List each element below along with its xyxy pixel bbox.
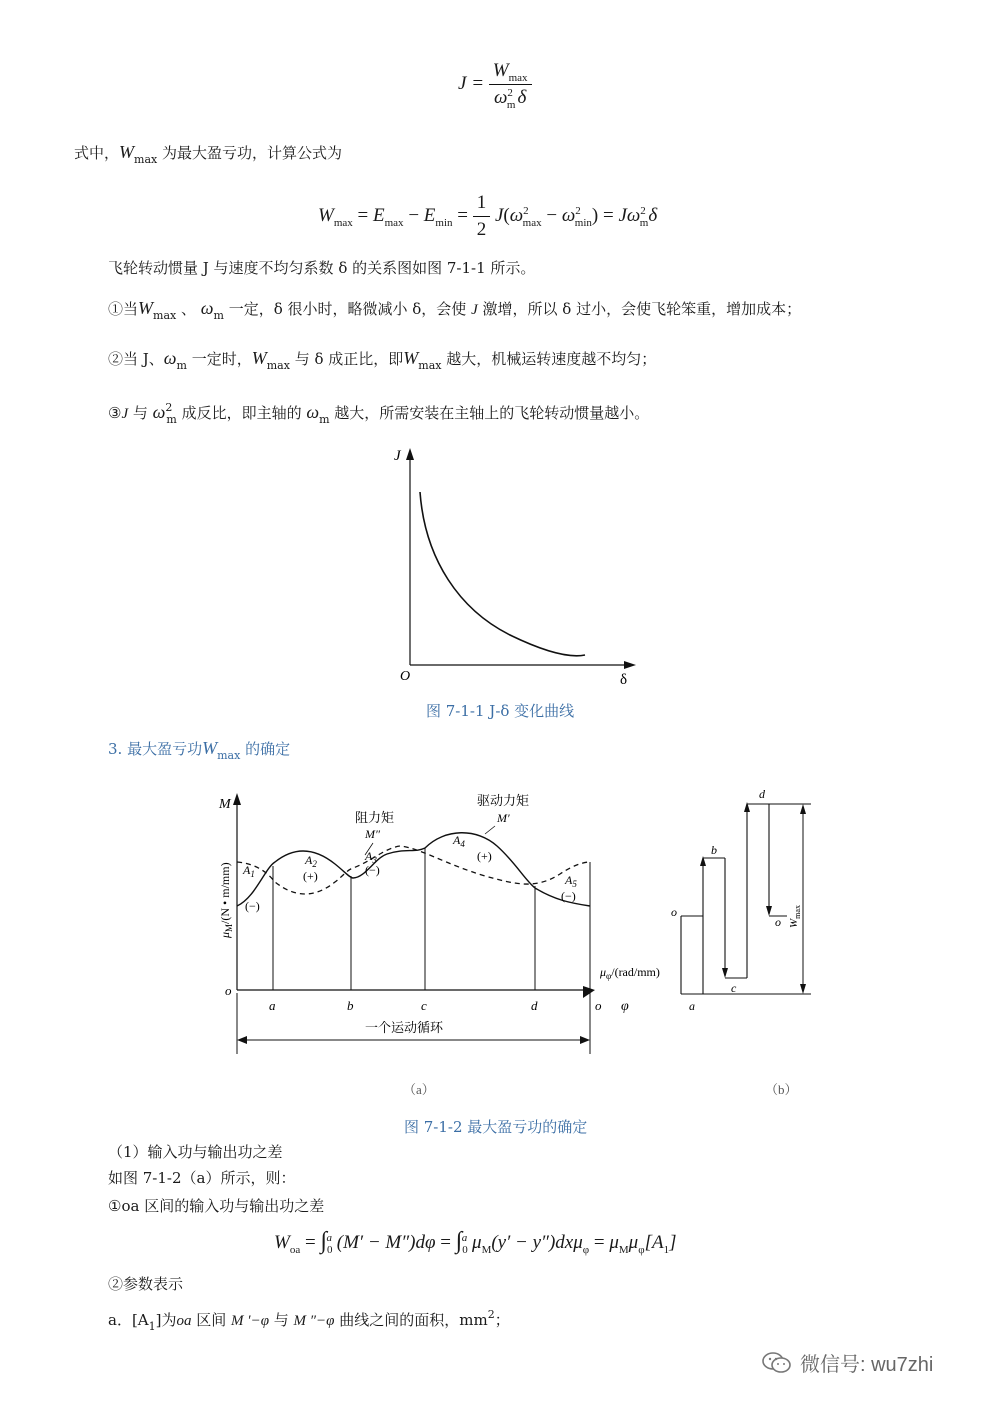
drive-torque-label: 驱动力矩: [477, 793, 530, 808]
phi-axis-arrow: [583, 986, 595, 998]
formula-wmax: $W_{max} = E_{max} - E_{min}$ = $\frac{1}{2}$ $J(\omega^2_{max} - \omega^2_{min}) = J\omega^2_m\delta$: [318, 192, 658, 240]
x-point-b: b: [347, 998, 354, 1013]
wmax-dimension-label: $W_{max}$: [788, 905, 802, 928]
svg-text:A3: $A_3$: [365, 849, 377, 865]
formula-j: J = $\frac{W_{max}}{\omega^2_m \delta}$: [458, 60, 532, 109]
para-oa-interval: ①oa 区间的输入功与输出功之差: [108, 1197, 325, 1215]
svg-text:A1: $A_1$: [243, 863, 255, 879]
x-unit-label: $\mu_\varphi/(rad/mm)$: [600, 965, 660, 981]
subfig-b-label: （b）: [765, 1082, 798, 1097]
para-as-shown: 如图 7-1-2（a）所示，则：: [108, 1169, 296, 1187]
j-axis-label: J: [394, 448, 401, 464]
b-point-o-end: o: [775, 915, 781, 929]
area-a1: [242, 863, 260, 913]
resist-torque-label: 阻力矩: [355, 810, 395, 825]
formula-woa: $W_{oa} = \int_0^a$ $(M' - M'')d\varphi = \int_0^a$ $\mu_M(y' - y'')dx\mu_\varphi = \mu_M\mu_\varphi[A_1]$: [274, 1228, 677, 1256]
svg-text:(−): (−): [365, 863, 380, 877]
para-a1-area: a．$[A_1]$为oa 区间 M ′−φ 与 M ″−φ 曲线之间的面积，$mm^2$；: [108, 1308, 510, 1333]
phi-label: φ: [621, 999, 629, 1014]
svg-text:(−): (−): [245, 899, 260, 913]
drive-torque-symbol: M′: [497, 811, 510, 825]
wechat-icon: [762, 1351, 792, 1375]
x-point-c: c: [421, 998, 427, 1013]
para-relation: 飞轮转动惯量 J 与速度不均匀系数 δ 的关系图如图 7-1-1 所示。: [108, 259, 536, 277]
area-a5: [561, 873, 577, 903]
section-heading-3: 3. 最大盈亏功$W_{max}$ 的确定: [108, 738, 291, 762]
b-point-a: a: [689, 999, 695, 1013]
j-axis-arrow: [406, 448, 414, 460]
item-3: ③J 与 $\omega^2_m$ 成反比，即主轴的 $\omega_m$ 越大，所需安装在主轴上的飞轮转动惯量越小。: [108, 401, 650, 426]
figure-1-caption: 图 7-1-1 J-δ 变化曲线: [426, 702, 575, 720]
b-point-c: c: [731, 981, 737, 995]
figure-wmax: [215, 778, 835, 1108]
resist-torque-symbol: M″: [365, 827, 380, 841]
svg-text:A5: $A_5$: [565, 873, 577, 889]
svg-text:A2: $A_2$: [305, 853, 317, 869]
m-axis-arrow: [233, 793, 241, 805]
j-delta-curve: [420, 492, 585, 656]
wechat-watermark: [762, 1348, 933, 1377]
drive-torque-curve: [237, 833, 590, 906]
x-point-a: a: [269, 998, 276, 1013]
cycle-label: 一个运动循环: [365, 1020, 444, 1035]
b-point-o-start: o: [671, 905, 677, 919]
item-2: ②当 J、$\omega_m$ 一定时，$W_{max}$ 与 δ 成正比，即$W_{max}$ 越大，机械运转速度越不均匀；: [108, 348, 657, 372]
para-params: ②参数表示: [108, 1275, 184, 1293]
area-a2: [303, 853, 318, 883]
delta-axis-label: δ: [620, 672, 628, 688]
item-1: ①当$W_{max}$ 、 $\omega_m$ 一定，δ 很小时，略微减小 δ，会使 J 激增，所以 δ 过小，会使飞轮笨重，增加成本；: [108, 298, 802, 322]
figure-2-caption: 图 7-1-2 最大盈亏功的确定: [404, 1118, 588, 1136]
x-point-o-start: o: [225, 983, 232, 998]
svg-text:(+): (+): [477, 849, 492, 863]
x-point-d: d: [531, 998, 538, 1013]
formula-j-fraction: $\frac{W_{max}}{\omega^2_m \delta}$: [489, 60, 532, 109]
m-axis-label: M: [219, 797, 231, 812]
area-a3: [364, 849, 380, 877]
y-unit-label: $\mu_M/(N$ • m/mm): [218, 862, 234, 938]
x-point-o-end: o: [595, 998, 602, 1013]
wmax-definition: 式中，$W_{max}$ 为最大盈亏功，计算公式为: [74, 142, 343, 166]
subfig-a-label: （a）: [403, 1082, 435, 1097]
formula-j-lhs: J: [458, 72, 467, 94]
svg-text:(−): (−): [561, 889, 576, 903]
delta-axis-arrow: [624, 661, 636, 669]
energy-diagram: [681, 802, 811, 994]
figure-j-delta: [380, 440, 650, 695]
origin-label: O: [400, 669, 411, 684]
b-point-d: d: [759, 787, 765, 801]
para-input-output-diff: （1）输入功与输出功之差: [108, 1143, 283, 1161]
b-point-b: b: [711, 843, 717, 857]
svg-text:(+): (+): [303, 869, 318, 883]
svg-text:A4: $A_4$: [453, 833, 465, 849]
watermark-text: 微信号: wu7zhi: [800, 1354, 934, 1376]
